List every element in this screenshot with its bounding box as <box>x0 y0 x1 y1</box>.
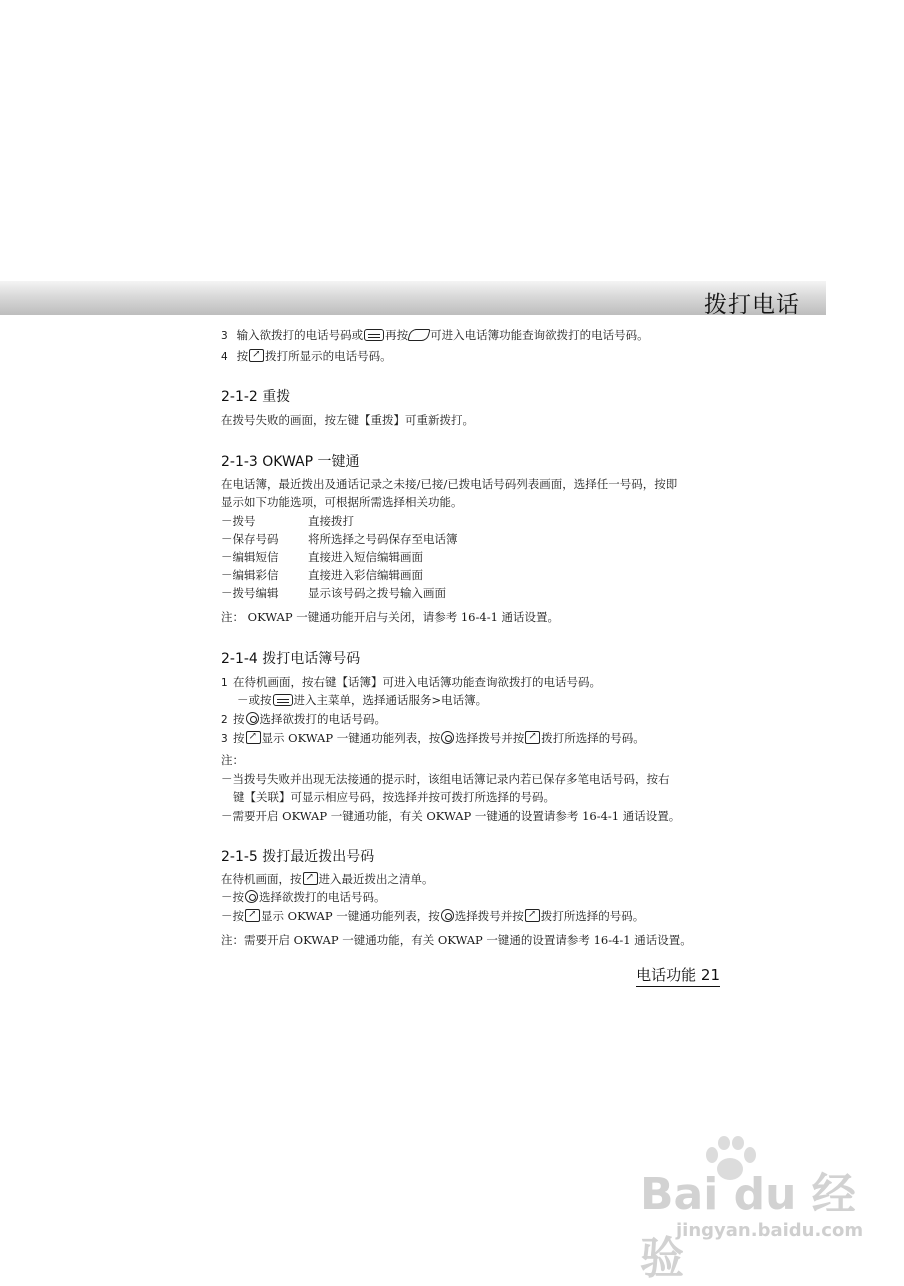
heading-2-1-4: 2-1-4 拨打电话簿号码 <box>221 651 361 667</box>
phonebook-step-3: 3 按↗ 显示 OKWAP 一键通功能列表，按 选择拨号并按↗ 拨打所选择的号码。 <box>221 730 645 747</box>
heading-2-1-5: 2-1-5 拨打最近拨出号码 <box>221 849 375 865</box>
phonebook-step-1b: －或按 进入主菜单，选择通话服务>电话簿。 <box>237 693 488 707</box>
send-key-icon <box>303 872 318 885</box>
step-4: 4 按↗ 拨打所显示的电话号码。 <box>221 348 392 365</box>
recent-note: 注：需要开启 OKWAP 一键通功能，有关 OKWAP 一键通的设置请参考 16-4-1 通话设置。 <box>221 933 692 947</box>
option-row: －拨号 直接拨打 <box>221 514 354 528</box>
phonebook-step-2: 2 按 选择欲拨打的电话号码。 <box>221 712 386 726</box>
phonebook-note-1b: 键【关联】可显示相应号码，按选择并按可拨打所选择的号码。 <box>233 790 555 804</box>
phonebook-step-1: 1 在待机画面，按右键【话簿】可进入电话簿功能查询欲拨打的电话号码。 <box>221 675 601 689</box>
phonebook-note-1a: －当拨号失败并出现无法接通的提示时，该组电话簿记录内若已保存多笔电话号码，按右 <box>221 772 670 786</box>
menu-key-icon <box>273 694 293 706</box>
option-row: －编辑短信 直接进入短信编辑画面 <box>221 550 423 564</box>
nav-key-icon <box>245 890 258 903</box>
page-footer: 电话功能 21 <box>636 964 720 987</box>
nav-key-icon <box>441 909 454 922</box>
option-row: －保存号码 将所选择之号码保存至电话簿 <box>221 532 458 546</box>
okwap-para-2: 显示如下功能选项，可根据所需选择相关功能。 <box>221 495 463 509</box>
phonebook-key-icon <box>408 329 431 341</box>
watermark-url: jingyan.baidu.com <box>676 1220 864 1241</box>
recent-step-1: 在待机画面，按↗ 进入最近拨出之清单。 <box>221 871 434 887</box>
nav-key-icon <box>441 731 454 744</box>
recent-step-2: －按 选择欲拨打的电话号码。 <box>221 890 386 904</box>
menu-key-icon <box>364 329 384 341</box>
heading-2-1-3: 2-1-3 OKWAP 一键通 <box>221 454 360 470</box>
option-row: －拨号编辑 显示该号码之拨号输入画面 <box>221 586 446 600</box>
watermark-logo: Bai du 经验 <box>640 1169 856 1284</box>
phonebook-note-2: －需要开启 OKWAP 一键通功能，有关 OKWAP 一键通的设置请参考 16-4-1 通话设置。 <box>221 809 681 823</box>
send-key-icon <box>246 731 261 744</box>
header-band <box>0 281 826 315</box>
note-label: 注： <box>221 753 244 767</box>
option-row: －编辑彩信 直接进入彩信编辑画面 <box>221 568 423 582</box>
page-title: 拨打电话 <box>704 292 800 318</box>
redial-text: 在拨号失败的画面，按左键【重拨】可重新拨打。 <box>221 413 474 427</box>
step-3: 3 输入欲拨打的电话号码或 再按 可进入电话簿功能查询欲拨打的电话号码。 <box>221 328 649 342</box>
okwap-note: 注： OKWAP 一键通功能开启与关闭，请参考 16-4-1 通话设置。 <box>221 610 560 624</box>
send-key-icon <box>525 909 540 922</box>
send-key-icon <box>249 349 264 362</box>
recent-step-3: －按↗ 显示 OKWAP 一键通功能列表，按 选择拨号并按↗ 拨打所选择的号码。 <box>221 908 644 924</box>
send-key-icon <box>525 731 540 744</box>
heading-2-1-2: 2-1-2 重拨 <box>221 389 291 405</box>
nav-key-icon <box>246 712 259 725</box>
send-key-icon <box>245 909 260 922</box>
okwap-para-1: 在电话簿，最近拨出及通话记录之未接/已接/已拨电话号码列表画面，选择任一号码，按即 <box>221 477 678 491</box>
